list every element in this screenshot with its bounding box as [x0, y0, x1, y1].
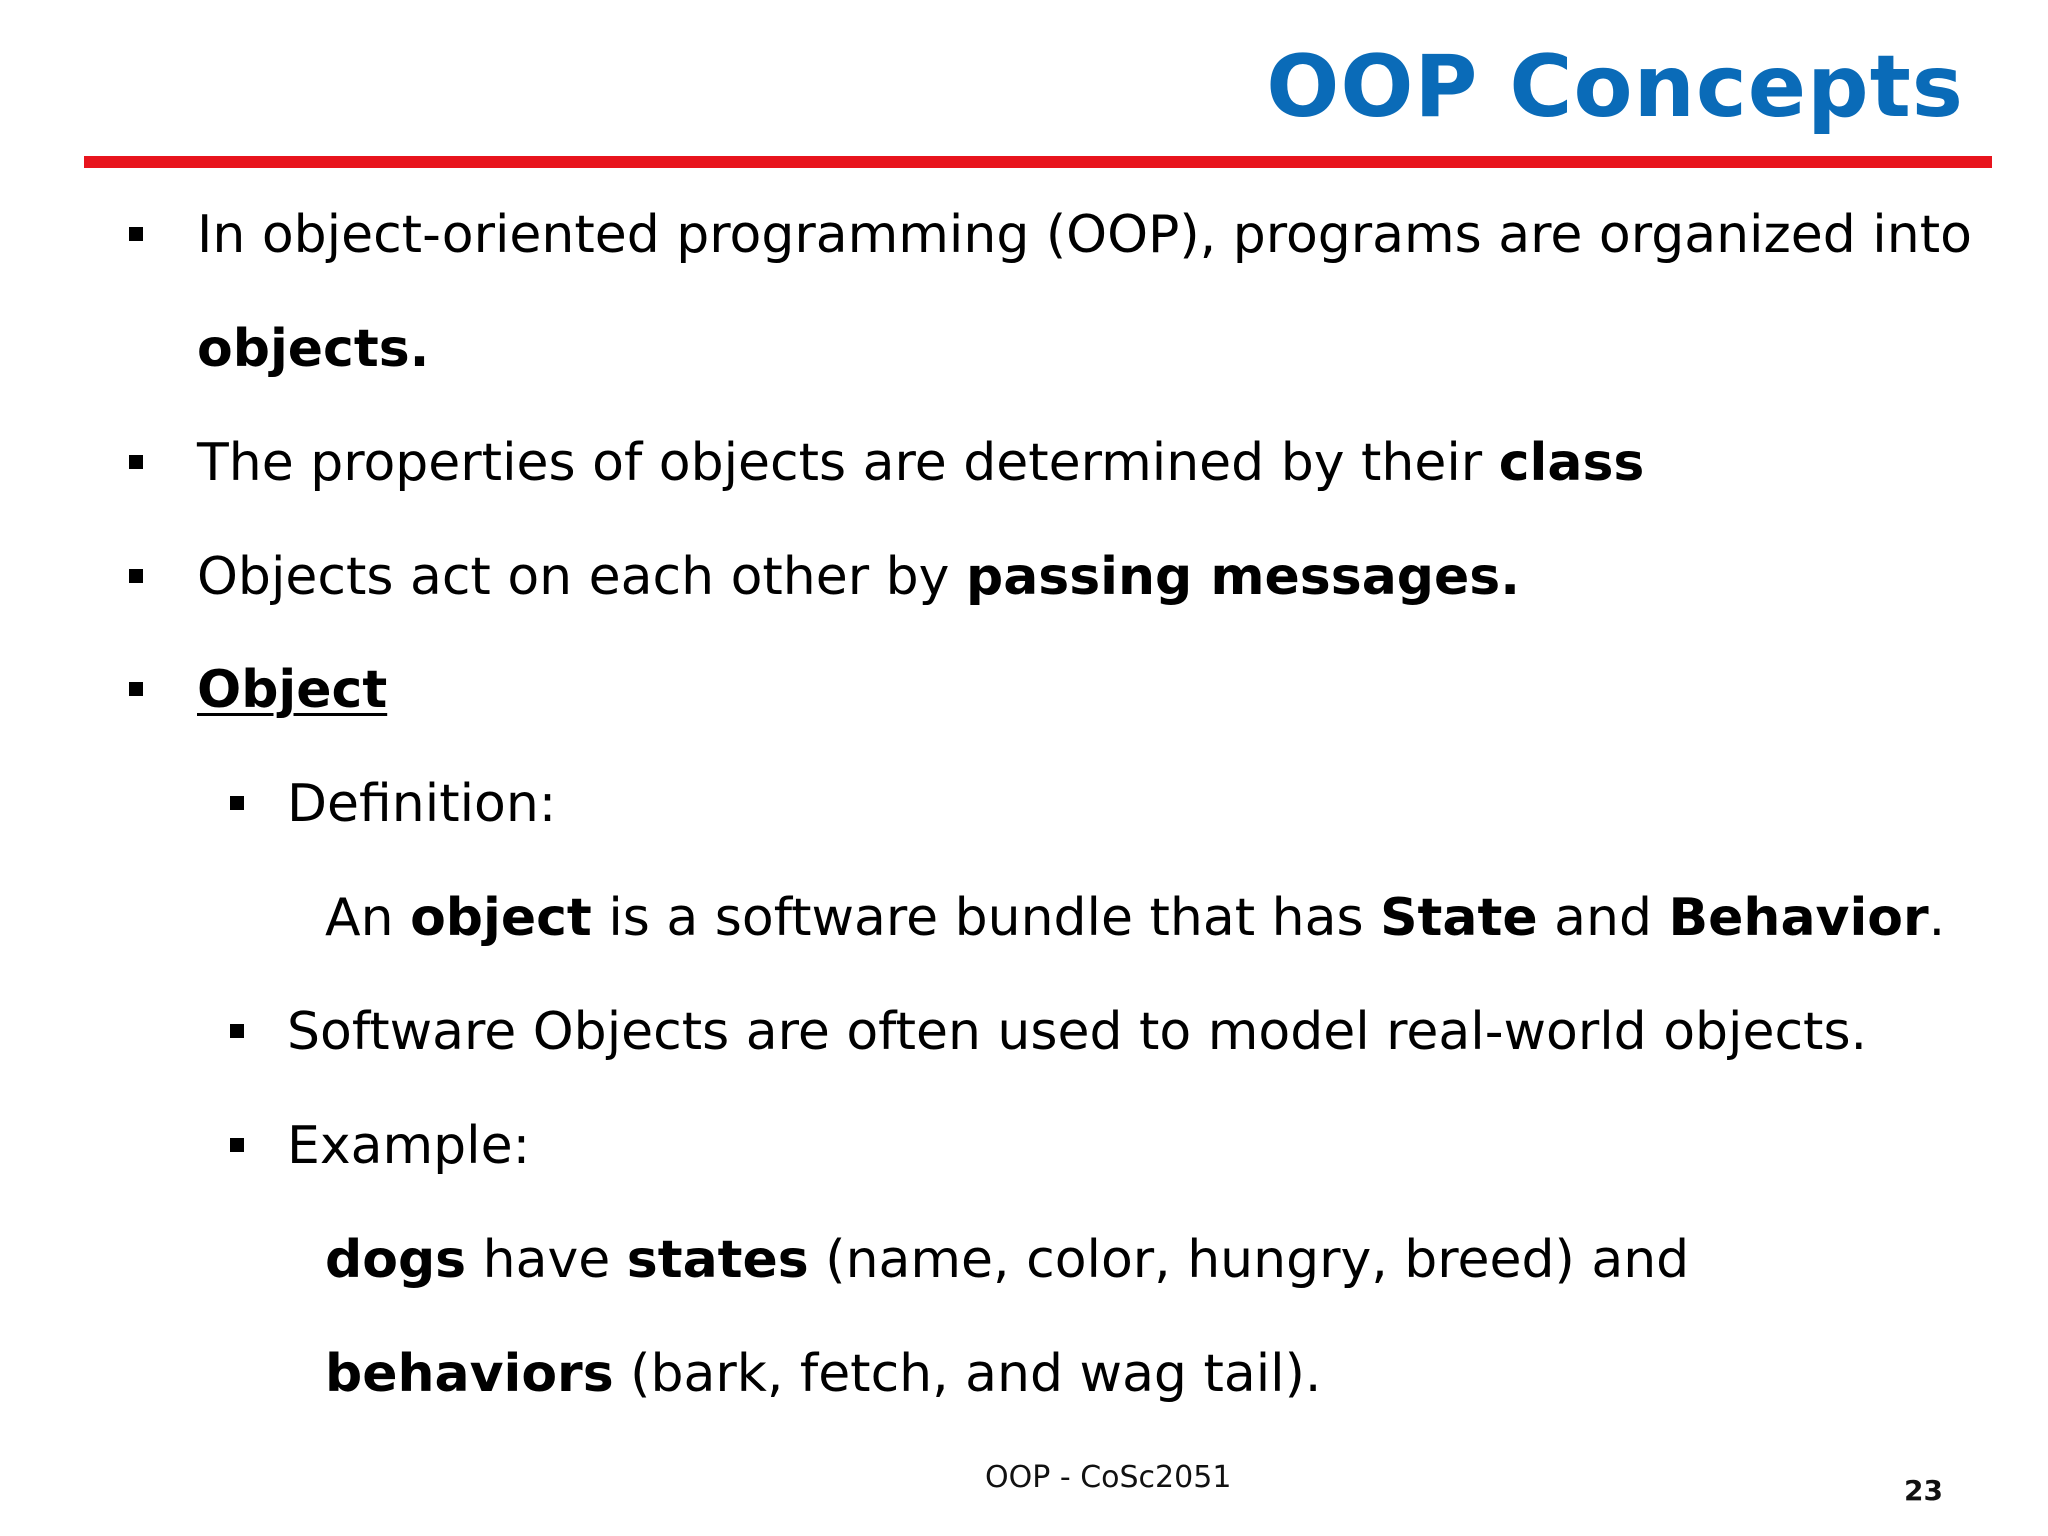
- bullet-text-3-bold: passing messages.: [965, 547, 1520, 607]
- example-line-1-have: have: [466, 1230, 627, 1290]
- definition-label-text: Definition:: [287, 774, 557, 834]
- bullet-text-2-regular: The properties of objects are determined by their: [197, 433, 1499, 493]
- example-line-1-states: states: [626, 1230, 809, 1290]
- example-label-text: Example:: [287, 1116, 531, 1176]
- title-divider: [84, 156, 1992, 168]
- bullet-marker-2: [129, 455, 143, 469]
- definition-text-state: State: [1380, 888, 1538, 948]
- example-line-1-rest: (name, color, hungry, breed) and: [808, 1230, 1690, 1290]
- example-line-2-rest: (bark, fetch, and wag tail).: [613, 1344, 1322, 1404]
- definition-text-part3: is a software bundle that has: [591, 888, 1381, 948]
- bullet-text-2-bold: class: [1498, 433, 1645, 493]
- definition-text-part7: .: [1928, 888, 1946, 948]
- definition-text-part1: An: [325, 888, 411, 948]
- page-number: 23: [1904, 1474, 1943, 1507]
- definition-label: [287, 776, 556, 833]
- bullet-text-3-regular: Objects act on each other by: [197, 547, 966, 607]
- example-line-2-behaviors: behaviors: [325, 1344, 614, 1404]
- bullet-marker-3: [129, 569, 143, 583]
- bullet-text-1-line-1-text: In object-oriented programming (OOP), programs are organized into: [197, 205, 1972, 265]
- slide-title: OOP Concepts: [1266, 37, 1964, 137]
- example-line-1: [325, 1232, 1689, 1289]
- sub-bullet-marker-definition: [230, 796, 244, 810]
- sub-bullet-marker-software-objects: [230, 1024, 244, 1038]
- footer-course: OOP - CoSc2051: [985, 1460, 1232, 1495]
- definition-text-object: object: [410, 888, 592, 948]
- definition-text-part5: and: [1537, 888, 1669, 948]
- software-objects-text: [287, 1004, 1867, 1061]
- object-heading: [197, 662, 387, 719]
- bullet-marker-1: [129, 227, 143, 241]
- definition-text: [325, 890, 1945, 947]
- sub-bullet-marker-example: [230, 1138, 244, 1152]
- bullet-text-3: [197, 549, 1520, 606]
- bullet-text-1-line-2-bold: objects.: [197, 319, 430, 379]
- bullet-marker-4: [129, 682, 143, 696]
- object-heading-text: Object: [197, 660, 388, 720]
- example-label: [287, 1118, 530, 1175]
- example-line-1-dogs: dogs: [325, 1230, 467, 1290]
- bullet-text-2: [197, 435, 1644, 492]
- bullet-text-1-line-1: [197, 207, 1972, 264]
- example-line-2: [325, 1346, 1321, 1403]
- bullet-text-1-line-2: [197, 321, 429, 378]
- definition-text-behavior: Behavior: [1668, 888, 1929, 948]
- software-objects-text-value: Software Objects are often used to model real-world objects.: [287, 1002, 1868, 1062]
